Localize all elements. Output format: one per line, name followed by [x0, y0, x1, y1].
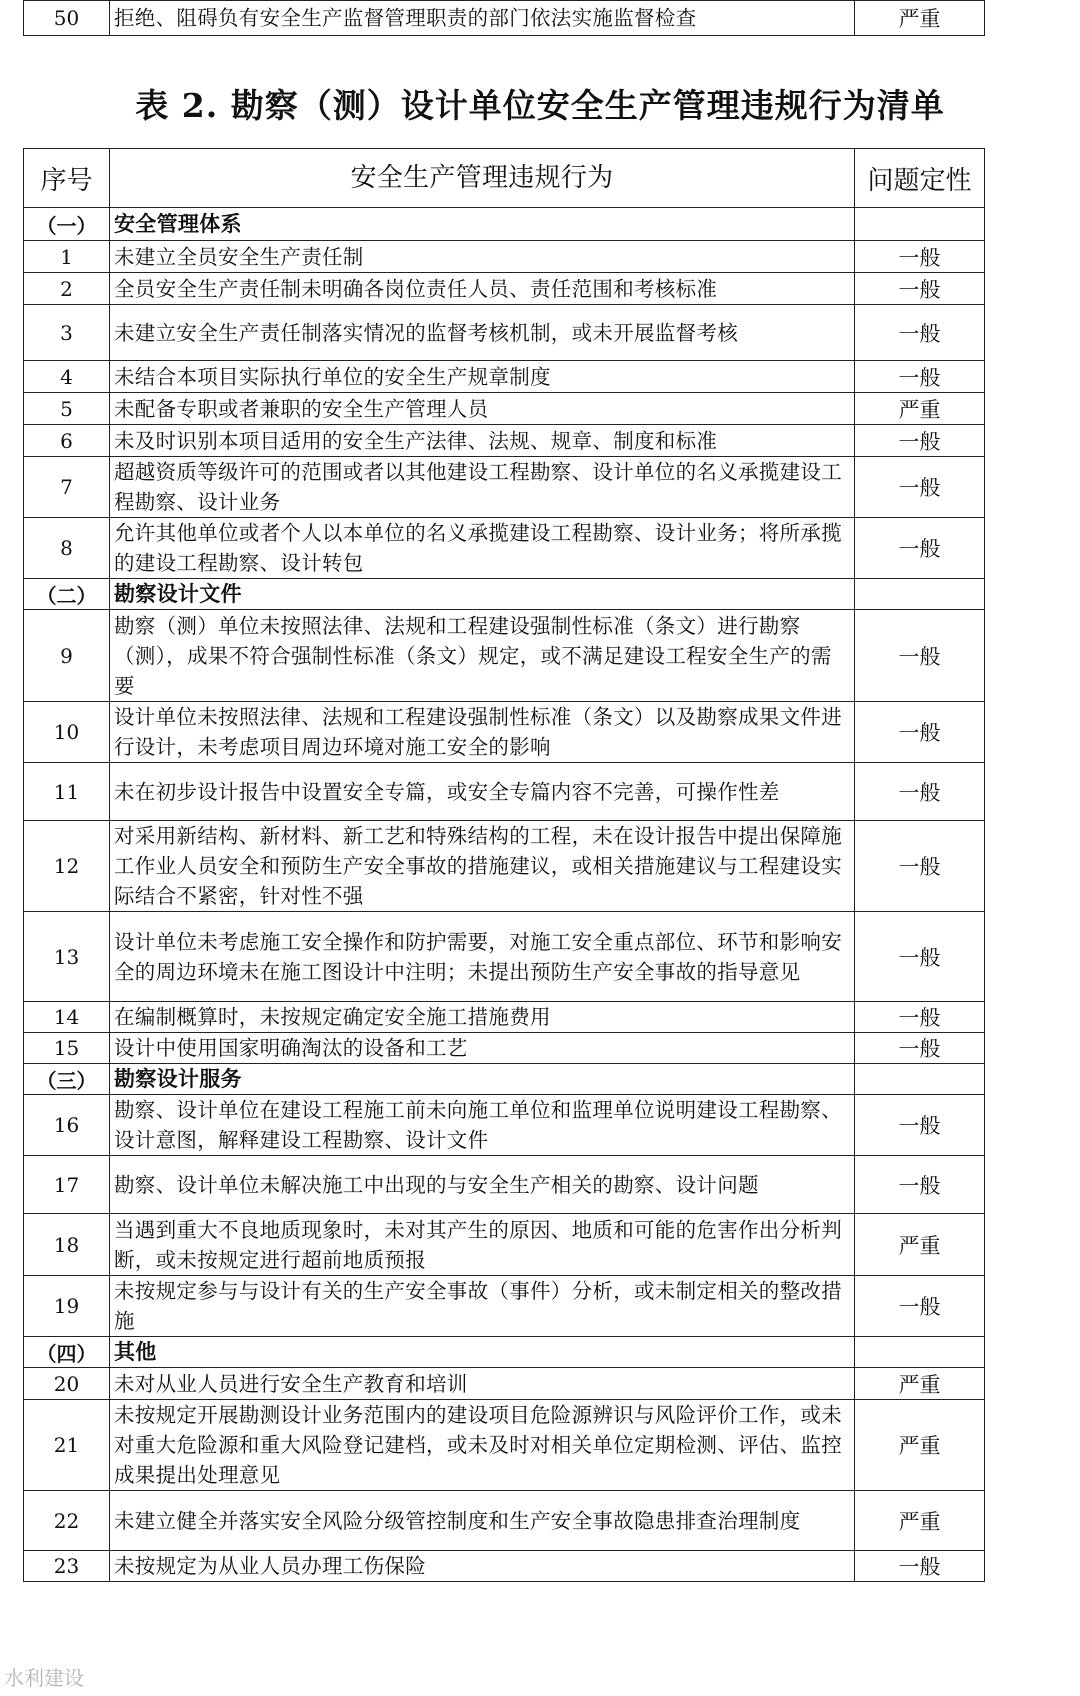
violation-text: 设计单位未按照法律、法规和工程建设强制性标准（条文）以及勘察成果文件进行设计，未考虑项目周边环境对施工安全的影响: [110, 702, 855, 763]
table-row: [24, 763, 985, 821]
violation-text: 勘察、设计单位在建设工程施工前未向施工单位和监理单位说明建设工程勘察、设计意图，解释建设工程勘察、设计文件: [110, 1095, 855, 1156]
severity-label: 严重: [855, 1214, 985, 1276]
severity-label: 一般: [855, 610, 985, 702]
severity-label: 一般: [855, 457, 985, 518]
severity-label: 一般: [855, 241, 985, 273]
severity-label: [855, 579, 985, 610]
severity-label: [855, 1064, 985, 1095]
row-number: 4: [24, 361, 110, 393]
section-row: [24, 208, 985, 241]
violation-text: 未按规定参与与设计有关的生产安全事故（事件）分析，或未制定相关的整改措施: [110, 1276, 855, 1337]
table-body: [24, 208, 985, 1582]
violation-text: 设计单位未考虑施工安全操作和防护需要，对施工安全重点部位、环节和影响安全的周边环境未在施工图设计中注明；未提出预防生产安全事故的指导意见: [110, 912, 855, 1002]
severity-label: 一般: [855, 821, 985, 912]
severity-label: 一般: [855, 361, 985, 393]
table-row: [24, 702, 985, 763]
row-number: 14: [24, 1002, 110, 1033]
row-number: 7: [24, 457, 110, 518]
violation-text: 勘察（测）单位未按照法律、法规和工程建设强制性标准（条文）进行勘察（测），成果不符合强制性标准（条文）规定，或不满足建设工程安全生产的需要: [110, 610, 855, 702]
previous-table-tail: [23, 0, 985, 36]
violation-text: 未对从业人员进行安全生产教育和培训: [110, 1368, 855, 1400]
table-row: [24, 361, 985, 393]
severity-label: 严重: [855, 1491, 985, 1551]
violation-text: 全员安全生产责任制未明确各岗位责任人员、责任范围和考核标准: [110, 273, 855, 305]
row-number: （二）: [24, 579, 110, 610]
table-row: [24, 821, 985, 912]
header-violation: 安全生产管理违规行为: [110, 149, 855, 208]
violation-text: 未建立健全并落实安全风险分级管控制度和生产安全事故隐患排查治理制度: [110, 1491, 855, 1551]
violation-text: 在编制概算时，未按规定确定安全施工措施费用: [110, 1002, 855, 1033]
row-number: 6: [24, 425, 110, 457]
header-severity: 问题定性: [855, 149, 985, 208]
severity-label: 严重: [855, 1, 985, 36]
header-number: 序号: [24, 149, 110, 208]
row-number: 2: [24, 273, 110, 305]
section-title: 其他: [110, 1337, 855, 1368]
violation-text: 未在初步设计报告中设置安全专篇，或安全专篇内容不完善，可操作性差: [110, 763, 855, 821]
table-row: [24, 610, 985, 702]
row-number: （三）: [24, 1064, 110, 1095]
table-row: [24, 1033, 985, 1064]
table-row: [24, 518, 985, 579]
table-row: [24, 1156, 985, 1214]
table-row: [24, 393, 985, 425]
row-number: 11: [24, 763, 110, 821]
section-title: 勘察设计文件: [110, 579, 855, 610]
table-row: [24, 273, 985, 305]
table-row: [24, 425, 985, 457]
violation-text: 未按规定为从业人员办理工伤保险: [110, 1551, 855, 1582]
severity-label: 一般: [855, 763, 985, 821]
table-row: [24, 241, 985, 273]
section-row: [24, 579, 985, 610]
severity-label: 一般: [855, 1156, 985, 1214]
row-number: 22: [24, 1491, 110, 1551]
table-row: [24, 305, 985, 361]
violation-text: 超越资质等级许可的范围或者以其他建设工程勘察、设计单位的名义承揽建设工程勘察、设计业务: [110, 457, 855, 518]
row-number: （一）: [24, 208, 110, 241]
row-number: 1: [24, 241, 110, 273]
severity-label: 严重: [855, 393, 985, 425]
table-title: 表 2. 勘察（测）设计单位安全生产管理违规行为清单: [135, 86, 945, 125]
row-number: 5: [24, 393, 110, 425]
row-number: 19: [24, 1276, 110, 1337]
violation-text: 设计中使用国家明确淘汰的设备和工艺: [110, 1033, 855, 1064]
severity-label: 一般: [855, 1276, 985, 1337]
row-number: 9: [24, 610, 110, 702]
table-row: [24, 1, 985, 36]
row-number: 13: [24, 912, 110, 1002]
severity-label: [855, 208, 985, 241]
severity-label: 严重: [855, 1400, 985, 1491]
row-number: 8: [24, 518, 110, 579]
violation-text: 未配备专职或者兼职的安全生产管理人员: [110, 393, 855, 425]
violations-table: [23, 148, 985, 1582]
table-row: [24, 1002, 985, 1033]
violation-text: 勘察、设计单位未解决施工中出现的与安全生产相关的勘察、设计问题: [110, 1156, 855, 1214]
table-row: [24, 1368, 985, 1400]
row-number: 10: [24, 702, 110, 763]
section-row: [24, 1337, 985, 1368]
section-title: 安全管理体系: [110, 208, 855, 241]
row-number: 15: [24, 1033, 110, 1064]
table-row: [24, 1551, 985, 1582]
severity-label: 一般: [855, 702, 985, 763]
section-row: [24, 1064, 985, 1095]
table-row: [24, 1214, 985, 1276]
violation-text: 对采用新结构、新材料、新工艺和特殊结构的工程，未在设计报告中提出保障施工作业人员安全和预防生产安全事故的措施建议，或相关措施建议与工程建设实际结合不紧密，针对性不强: [110, 821, 855, 912]
section-title: 勘察设计服务: [110, 1064, 855, 1095]
row-number: 12: [24, 821, 110, 912]
row-number: 50: [24, 1, 110, 36]
severity-label: 一般: [855, 273, 985, 305]
table-row: [24, 457, 985, 518]
row-number: （四）: [24, 1337, 110, 1368]
row-number: 23: [24, 1551, 110, 1582]
row-number: 16: [24, 1095, 110, 1156]
violation-text: 允许其他单位或者个人以本单位的名义承揽建设工程勘察、设计业务；将所承揽的建设工程勘察、设计转包: [110, 518, 855, 579]
severity-label: 一般: [855, 1033, 985, 1064]
table-row: [24, 912, 985, 1002]
violation-text: 未建立安全生产责任制落实情况的监督考核机制，或未开展监督考核: [110, 305, 855, 361]
row-number: 20: [24, 1368, 110, 1400]
violation-text: 未建立全员安全生产责任制: [110, 241, 855, 273]
table-header-row: [24, 149, 985, 208]
severity-label: 一般: [855, 518, 985, 579]
row-number: 18: [24, 1214, 110, 1276]
severity-label: 一般: [855, 1095, 985, 1156]
severity-label: 一般: [855, 912, 985, 1002]
row-number: 21: [24, 1400, 110, 1491]
table-row: [24, 1276, 985, 1337]
severity-label: 一般: [855, 1002, 985, 1033]
violation-text: 未结合本项目实际执行单位的安全生产规章制度: [110, 361, 855, 393]
severity-label: 一般: [855, 305, 985, 361]
violation-text: 拒绝、阻碍负有安全生产监督管理职责的部门依法实施监督检查: [110, 1, 855, 36]
watermark: 水利建设: [4, 1666, 84, 1690]
row-number: 17: [24, 1156, 110, 1214]
violation-text: 当遇到重大不良地质现象时，未对其产生的原因、地质和可能的危害作出分析判断，或未按规定进行超前地质预报: [110, 1214, 855, 1276]
row-number: 3: [24, 305, 110, 361]
severity-label: [855, 1337, 985, 1368]
severity-label: 严重: [855, 1368, 985, 1400]
table-row: [24, 1400, 985, 1491]
table-row: [24, 1095, 985, 1156]
violation-text: 未及时识别本项目适用的安全生产法律、法规、规章、制度和标准: [110, 425, 855, 457]
severity-label: 一般: [855, 425, 985, 457]
severity-label: 一般: [855, 1551, 985, 1582]
table-row: [24, 1491, 985, 1551]
violation-text: 未按规定开展勘测设计业务范围内的建设项目危险源辨识与风险评价工作，或未对重大危险源和重大风险登记建档，或未及时对相关单位定期检测、评估、监控成果提出处理意见: [110, 1400, 855, 1491]
